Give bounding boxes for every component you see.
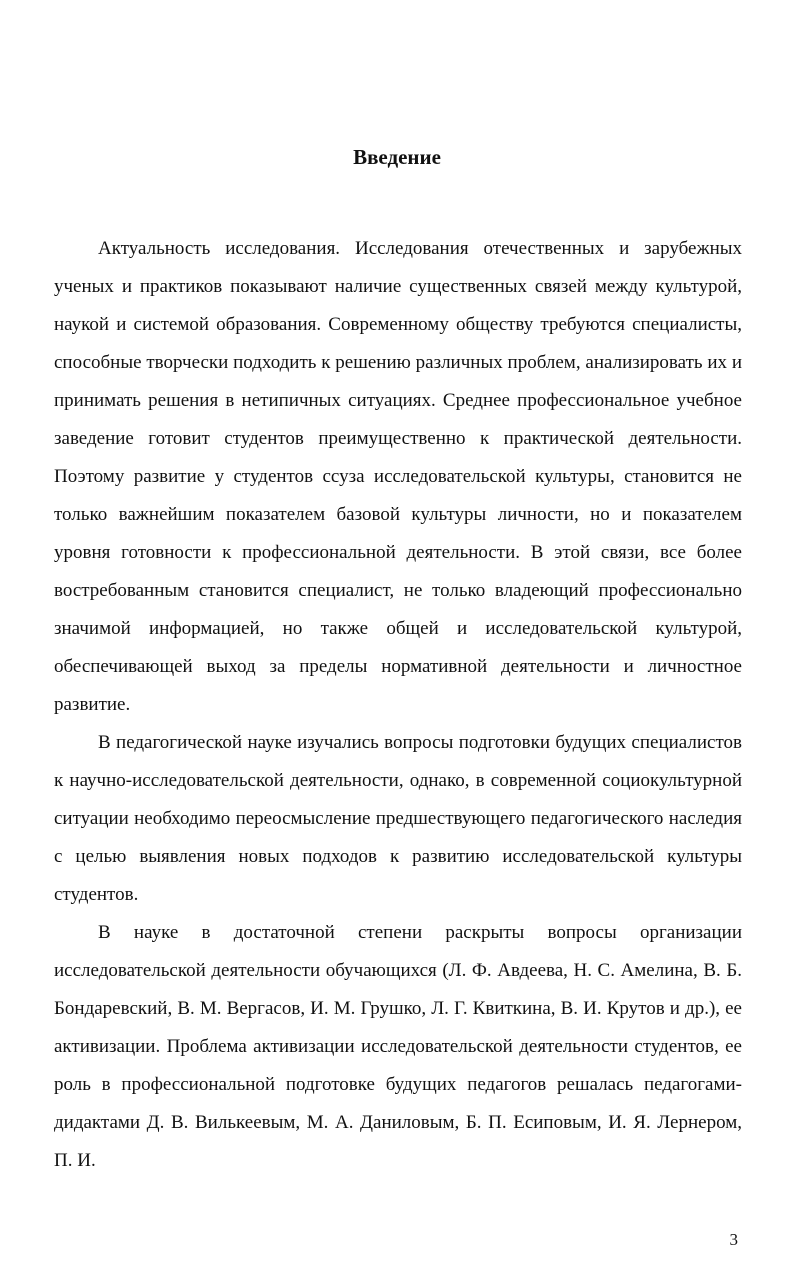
paragraph-relevance: Актуальность исследования. Исследования отечественных и зарубежных ученых и практиков показывают наличие существенных связей между культурой, наукой и системой образования. Современному обществу требуются специалисты, способные творчески подходить к решению различных проблем, анализировать их и принимать решения в нетипичных ситуациях. Среднее профессиональное учебное заведение готовит студентов преимущественно к практической деятельности. Поэтому развитие у студентов ссуза исследовательской культуры, становится не только важнейшим показателем базовой культуры личности, но и показателем уровня готовности к профессиональной деятельности. В этой связи, все более востребованным становится специалист, не только владеющий профессионально значимой информацией, но также общей и исследовательской культурой, обеспечивающей выход за пределы нормативной деятельности и личностное развитие.: [54, 238, 742, 715]
page-number: 3: [729, 1230, 738, 1249]
page-title: Введение: [353, 145, 441, 169]
paragraph-pedagogical-science: В педагогической науке изучались вопросы подготовки будущих специалистов к научно-исследовательской деятельности, однако, в современной социокультурной ситуации необходимо переосмысление предшествующего педагогического наследия с целью выявления новых подходов к развитию исследовательской культуры студентов.: [54, 732, 742, 905]
body-text: [54, 230, 742, 1180]
paragraph-research-activity: В науке в достаточной степени раскрыты вопросы организации исследовательской деятельности обучающихся (Л. Ф. Авдеева, Н. С. Амелина, В. Б. Бондаревский, В. М. Вергасов, И. М. Грушко, Л. Г. Квиткина, В. И. Крутов и др.), ее активизации. Проблема активизации исследовательской деятельности студентов, ее роль в профессиональной подготовке будущих педагогов решалась педагогами-дидактами Д. В. Вилькеевым, М. А. Даниловым, Б. П. Есиповым, И. Я. Лернером, П. И.: [54, 922, 742, 1171]
